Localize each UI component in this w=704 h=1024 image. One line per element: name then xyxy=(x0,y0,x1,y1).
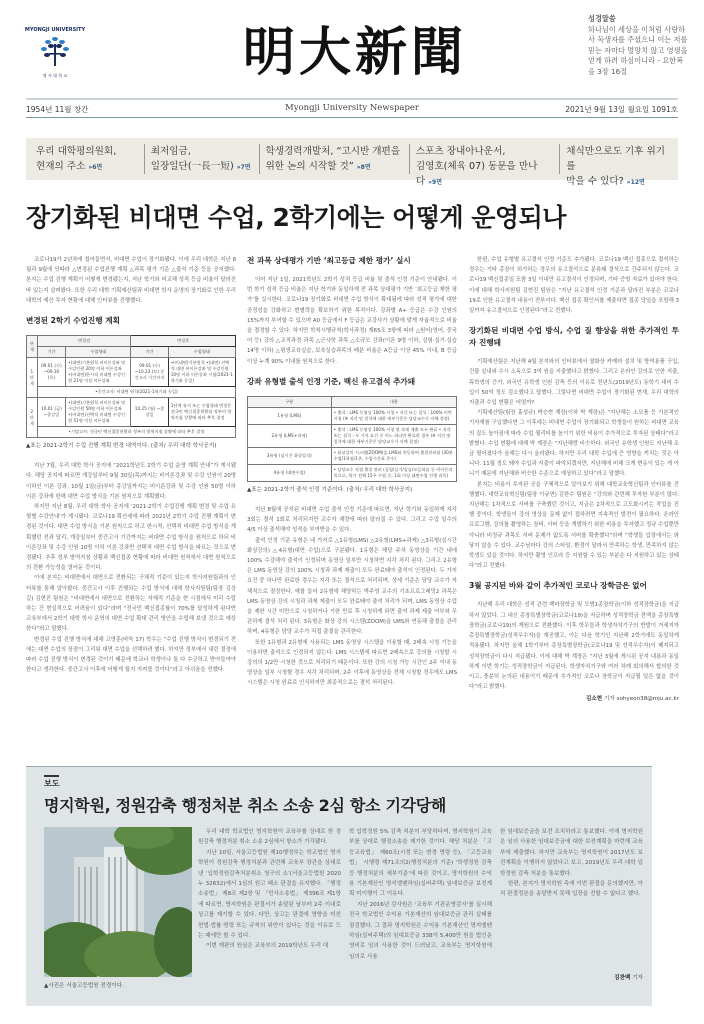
table-subheader: 기간 xyxy=(131,347,168,358)
table-subheader: 수업형태 xyxy=(168,347,235,358)
svg-text:MYONGJI UNIVERSITY: MYONGJI UNIVERSITY xyxy=(24,27,86,33)
table-note: •기말고사: 전국민 백신접종현황과 정부의 방역지침 상황에 따라 추후 결정 xyxy=(37,427,235,438)
body-paragraph: 하지만 지난 8월, 우리 대학 학사 공지에 ‘2021-2학기 수업진행 계획 변경 및 수업 유형별 수강안내’가 게시됐다. 코로나19 확산세에 따라 2021년 2학기 수업 진행 계획이 변경된 것이다. 대면 수업 방식을 기본 원칙으로 하고 한시적, 선택적 비대면 수업 방식을 계획했던 전과 달리, 개강일부터 중간고사 기간까지는 비대면 수업 방식을 원칙으로 하되 비이론강좌 및 수강 인원 10명 이하 이론 강좌만 선택적 대면 수업 방식을 따르는 것으로 변경됐다. 추후 정부 방역지침 상황과 백신접종 현황에 따라 비대면 원칙에서 대면 원칙으로의 전환 가능성을 열어둔 것이다. xyxy=(26,504,236,572)
table-header: 변경후 xyxy=(131,336,236,347)
university-emblem-icon xyxy=(24,22,86,84)
table-cell: 1단계 xyxy=(27,358,38,398)
bottom-column-2 xyxy=(349,827,492,962)
body-paragraph: 한 임대보증금을 보전 조치하라고 통보했다. 이에 명지학원은 임의 사용한 임대보증금에 대한 보전계획을 마련해 교육부에 제출했다. 하지만 교육부는 명지학원이 2017년도 보전계획을 이행하지 않았다고 보고, 2019년도 우리 대학 입학정원 감축 처분을 통보했다. xyxy=(500,829,643,877)
byline xyxy=(469,694,679,704)
table-header: 단계 xyxy=(27,336,38,358)
subheading: 장기화된 비대면 수업 방식, 수업 질 향상을 위한 추가적인 투자 진행돼 xyxy=(469,326,679,348)
newspaper-title xyxy=(215,18,495,88)
masthead xyxy=(0,0,704,100)
table-subheader: 수업형태 xyxy=(66,347,131,358)
table-cell: 1단계 유지 또는 수업형태 변경은 전국민 백신접종현황과 정부의 방역지침 상황에 따라 추후 결정 xyxy=(168,398,235,427)
body-paragraph: 이어 지난 1일, 2021학년도 2학기 성적 등급 비율 및 출석 인정 기준이 안내됐다. 이번 학기 성적 등급 비율은 지난 학기와 동일하게 전 과목 상대평가 기반 ‘최고등급 제한 평가’를 실시한다. 코로나19 장기화로 비대면 수업 방식이 확대됨에 따라 성적 평가에 대한 공정성을 강화하고 변별력을 확보하기 위한 목적이다. 강좌별 A+ 등급은 수강 인원의 15%까지 부여할 수 있으며 A0 등급에서 F 등급은 교강사가 상황에 맞게 자율적으로 비율을 결정할 수 있다. 하지만 학칙시행규칙(학사과정) 제65조 3항에 따라 △원어(영어, 중국어 등) 강의 △교직과정 과목 △군사학 과목 △소규모 강좌(이론 9명 이하, 실험·실기·실습 14명 이하) △평생교육실습, 보육실습과목의 배분 비율은 A등급 이상 45% 이내, B 등급 이상 누계 90% 이내를 원칙으로 한다. xyxy=(247,277,457,365)
body-paragraph: 본지는 비용이 투자된 곳을 구체적으로 알아보기 위해 대학교육혁신팀과 인터뷰를 진행했다. 대학교육혁신팀(팀장 이규연) 김한수 팀원은 “강의와 관련해 투자한 부분이 많다. 지난해는 1차적으로 서버를 구축했던 것이고, 지금은 2차적으로 고도화시키는 작업을 진행 중이다. 학생들이 강의 영상을 문제 없이 접하려면 지속적인 발전이 필요하다. 온라인 프로그램, 강의를 촬영하는 장비, 서버 등을 개발하기 위한 비용을 투자했고 정규 수업뿐만 아니라 비정규 과목도 서버 문제가 없도록 서버를 확충했다”라며 “학생들 입장에서는 와닿지 않을 수 있다. 교수님마다 강의 스타일, 환경이 달라서 만족하는 학생, 만족하지 않는 학생도 있을 것이다. 하지만 촬영 인프라 등 지원할 수 있는 부분은 다 지원하고 있는 상태다”라고 전했다. xyxy=(469,481,679,570)
table-row xyxy=(27,398,236,427)
table-caption: ▲표는 2021-2학기 수업 진행 계획 변경 내역이다. (출처/ 우리 대학 학사공지) xyxy=(26,443,217,450)
body-paragraph: 한편, 본지가 명지학원 측에 이번 판결을 문의했지만, 아직 판결정본을 송달받지 못해 입장을 전할 수 없다고 했다. xyxy=(500,881,643,898)
body-paragraph: 우리 대학 학교법인 명지학원이 교육부를 상대로 한 정원감축 행정처분 취소 소송 2심에서 항소가 기각됐다. xyxy=(198,829,341,846)
bottom-news-box xyxy=(26,766,652,1006)
byline-email[interactable]: sohyeon38@mju.ac.kr xyxy=(616,696,679,703)
body-paragraph: 기획예산팀은 지난해 4월 본지와의 인터뷰에서 열화상 카메라 설치 및 방역용품 구입, 건물 실내외 수시 소독으로 3억 원을 지출했다고 밝혔다. 그리고 온라인 강의로 인한 지출, 휴학생의 증가, 외국인 유학생 인원 감축 등의 이유로 전년도(2019년도) 동학기 대비 수입이 50억 정도 감소했다고 답했다. 그렇다면 비대면 수업이 장기화된 현재, 우리 대학의 지출과 수입 현황은 어떨까? xyxy=(469,359,679,407)
index-item-line1: 학생경력개발처, “고시반 개편을 xyxy=(265,146,401,157)
schedule-change-table xyxy=(26,335,236,438)
table-cell: 4유형 (대면수업) xyxy=(248,464,332,481)
bottom-headline: 명지학원, 정원감축 행정처분 취소 소송 2심 항소 기각당해 xyxy=(44,796,447,815)
body-paragraph: 학 입학정원 5% 감축 처분이 부당하다며, 명지학원이 교육부를 상대로 행정소송을 제기한 것이다. 해당 처분은 「고등교육법」 제60조(시정 또는 변경 명령 등), 「고등교육법」 시행령 제71조의2(행정처분의 기준) ‘학생정원 감축 등 행정처분의 세부기준’에 따른 것이고, 명지학원의 수익용 기본재산인 명지엘펜하임(실버주택) 임대보증금 보전계획 미이행이 그 이유다. xyxy=(349,829,492,898)
bible-verse-title: 성경말씀 xyxy=(588,14,616,23)
dateline-divider xyxy=(26,117,678,118)
table-cell: • 담당교수 직접 출결 관리 (실험/실기/실습/모둠학습 등 비이론과목으로, 학기 전체 15주 수업 중, 1회 이상 대면수업 진행 과목) xyxy=(331,464,456,481)
dateline xyxy=(26,102,678,116)
subheading: 강좌 유형별 출석 인정 기준, 백신 유고결석 추가돼 xyxy=(247,376,416,386)
index-item[interactable] xyxy=(30,144,144,174)
table-subheader: 기간 xyxy=(37,347,65,358)
lead-paragraph: 코로나19가 2년차에 접어들면서, 비대면 수업이 장기화됐다. 이에 우리 대학은 지난 8월과 9월에 잇따라 △변경된 수업진행 계획 △과목 평가 기준 △출석 기준 등을 공지했다. 본지는 수업 진행 계획이 어떻게 변경됐는지, 지난 학기와 비교해 성적 등급 비율이 달라진 바 있는지 살펴봤다. 또한 우리 대학 기획예산팀과 비대면 학사 운영의 장기화로 인한 우리 대학의 예산 투자 현황에 대해 인터뷰를 진행했다. xyxy=(26,257,236,304)
body-paragraph: 지난해 우리 대학은 성적 관련 백마장학금 및 모범1종장학금(이하 성적장학금)을 지급하지 않았다. 그 대신 총장특별장학금(코로나19)을 지급하며 성적장학금 전액을 총장특별장학금(코로나19)의 재원으로 전환했다. 이후 학우들과 학생자치기구의 반발이 거세지자 총장특별장학금(성적우수자)을 재공했고, 이는 다음 학기인 지난해 2학기에도 동일하게 적용됐다. 하지만 올해 1학기부터 총장특별장학금(코로나19 및 성적우수자)이 폐지되고 성적장학금이 다시 지급됐다. 이에 대해 박 계장은 “지난 3월에 게시된 공지 내용과 동일하게 이번 학기는 성적장학금이 지급된다. 학생자치기구와 여러 차례 회의해서 합의한 것이고, 충분히 논의된 내용이기 때문에 추가적인 코로나 장학금이 지급될 일은 없을 것이다”라고 밝혔다. xyxy=(469,602,679,691)
byline xyxy=(500,973,643,981)
table-cell: • 화상강의 시스템(ZOOM)을 LMS와 연동하여 출결관리함 (30분수업/1학점/1주, 수업시간표 준수) xyxy=(331,447,456,464)
table-row xyxy=(27,427,236,438)
page-reference[interactable]: »7면 xyxy=(236,164,251,171)
index-item-line1: 채식만으로도 기후 위기를 xyxy=(566,146,666,172)
index-item-line2: 김영호(체육 07) 동문을 만나다 xyxy=(415,161,538,187)
index-item-line2: 현재의 주소 xyxy=(36,161,86,172)
byline-name: 김소현 xyxy=(585,696,603,703)
table-cell: 09.01 (수) ~10.23 (토) 중간고사 기간까지 xyxy=(131,358,168,387)
table-cell: •(대면)기본원칙 비이론강좌 및 수강인원 50명 이하 이론강좌 •(비대면)선택적 비대면 수강인원 51명 이상 이론강좌 xyxy=(66,398,131,427)
table-cell: • 출석 : LMS 동영상 100% 시청 및 과제 제출 모두 완료 • 지각 또는 결석 : 두 가지 요건 중 어느 하나만 완료한 경우 (※ 지각 및 결석에 대한 세부기준은 담당교수가 자체 결정) xyxy=(331,424,456,447)
main-headline: 장기화된 비대면 수업, 2학기에는 어떻게 운영되나 xyxy=(26,203,566,232)
svg-text:명 지 대 학 교: 명 지 대 학 교 xyxy=(42,73,68,78)
body-paragraph: 이에 본지는 비대면에서 대면으로 전환되는 구체적 기준이 있는지 학사지원팀과의 인터뷰를 통해 알아봤다. 중간고사 이후 진행되는 수업 방식에 대해 학사지원팀(팀장 김상길) 김현진 팀원은 “비대면에서 대면으로 전환하는 자체적 기준을 현 시점에서 미리 수립하는 건 현실적으로 어려움이 있다”라며 “전국민 백신접종률이 70%를 달성하게 된다면 교육부에서 2학기 대학 학사 운영의 대면 수업 확대 관리 방안을 수립해 보낼 것으로 예상한다”라고 말했다. xyxy=(26,575,236,633)
index-item[interactable] xyxy=(409,144,559,187)
body-paragraph: 이번 재판의 원심은 교육부의 2019학년도 우리 대 xyxy=(206,943,329,950)
byline-name: 김찬백 xyxy=(614,975,631,981)
table-header: 내용 xyxy=(331,396,456,407)
subheading: 3월 공지된 바와 같이 추가적인 코로나 장학금은 없어 xyxy=(469,581,647,591)
index-item-line1: 스포츠 장내아나운서, xyxy=(415,146,506,157)
attendance-criteria-table xyxy=(247,396,457,482)
table-header: 구분 xyxy=(248,396,332,407)
index-item[interactable] xyxy=(559,144,674,187)
body-paragraph: 지난 2016년 감사원은 ‘교육부 기관운영감사’를 실시해 전국 학교법인 수익용 기본재산의 임대보증금 관리 실태를 점검했다. 그 결과 명지학원은 수익용 기본재산인 명지엘펜하임(실버주택)의 임대보증금 338억 5,400만 원을 법인운영비로 임의 사용한 것이 드러났고, 교육부는 명지학원에 임의로 사용 xyxy=(349,901,492,960)
body-paragraph: 기획예산팀(팀장 홍성규) 박승현 계장(이하 박 계장)은 “지난해는 소모품 등 기본적인 기자재를 구입했다면 그 이후에는 비대면 수업이 장기화되고 학생들이 원하는 비대면 교육의 질도 높아짐에 따라 수업 퀄리티를 높이기 위한 비용이 추가적으로 투자된 상태다”라고 밝혔다. 수입 현황에 대해 박 계장은 “지난해랑 비슷하다. 외국인 유학생 인원도 지난해 조금 떨어졌다가 올해는 다시 올라왔다. 하지만 우리 대학 수입에 큰 영향을 끼치는 것은 아니다. 11월 정도 돼야 수입과 지출이 파악되겠지만, 지난해에 비해 크게 변동이 있는 게 아니기 때문에 지난해와 비슷한 수준으로 예상하고 있다”라고 말했다. xyxy=(469,410,679,478)
page-reference[interactable]: »12면 xyxy=(626,179,645,186)
bottom-column-3 xyxy=(500,827,643,900)
table-row xyxy=(248,424,457,447)
section-tag: 보도 xyxy=(44,775,59,789)
body-paragraph: 한편, 수업 유형별 유고결석 인정 기준도 추가됐다. 코로나19 백신 접종으로 결석하는 경우는 기타 총장이 허가하는 경우의 유고결석으로 분류돼 결석으로 간주되지 않는다. 코로나19 백신접종일 포함 3일 이내만 유고결석이 인정되며, 기타 증빙 자료가 있어야 한다. 이에 대해 학사지원팀 김현진 팀원은 “지난 유고결석 인정 기준과 달라진 부분은 코로나19로 인한 유고결석 내용이 전부이다. 백신 접종 확인서를 제출하면 접종 당일을 포함해 3일까지 유고결석으로 인정된다”라고 전했다. xyxy=(469,257,679,315)
index-ribbon xyxy=(26,138,678,187)
index-item[interactable] xyxy=(259,144,409,174)
byline-role: 기자 xyxy=(603,696,615,703)
bible-verse-text: 하나님이 세상을 이처럼 사랑하사 독생자를 주셨으니 이는 저를 믿는 자마다 멸망치 않고 영생을 얻게 하려 하심이니라 - 요한복음 3장 16절 xyxy=(588,24,688,76)
table-header: 변경전 xyxy=(37,336,131,347)
article-column-3 xyxy=(469,255,679,705)
article-column-1 xyxy=(26,255,236,675)
body-paragraph: 지난 8월에 공지된 비대면 수업 출석 인정 기준에 따르면, 지난 학기와 동일하게 지각 3회는 결석 1회로 처리되지만 교수자 재량에 따라 달라질 수 있다. 그리고 수업 일수의 4/5 이상 출석해야 성적을 부여받을 수 있다. xyxy=(247,507,457,534)
index-item-line2: 위한 논의 시작할 것” xyxy=(265,161,354,172)
body-paragraph: 출석 인정 기준 유형은 네 가지로 △1유형(LMS) △2유형(LMS+과제) △3유형(실시간 화상강의) △4유형(대면 수업)으로 구분됐다. 1유형은 해당 주차 동영상을 기간 내에 100% 수강해야 출석이 인정되며 동영상 일부만 시청하면 지각 처리 된다. 그리고 2유형은 LMS 동영상 강의 100% 시청과 과제 제출이 모두 완료돼야 출석이 인정된다. 두 가지 요건 중 하나만 완료한 경우는 지각 또는 결석으로 처리되며, 상세 기준은 담당 교수가 자체적으로 결정한다. 예를 들어 2유형에 해당하는 박주영 교수의 기초프로그래밍2 과목은 LMS 동영상 강의 시청과 과제 제출이 모두 완료돼야 출석 처리가 되며, LMS 동영상 수업을 제한 시간 미만으로 시청하거나 기한 만료 후 시청하게 되면 출석 과제 제출 여부와 무관하게 결석 처리 된다. 3유형은 화상 강의 시스템(ZOOM)을 LMS와 연동해 출결을 관리하며, 4유형은 담당 교수가 직접 출결을 관리한다. xyxy=(247,537,457,636)
body-paragraph: 지난 7월, 우리 대학 학사 공지에 “2021학년도 2학기 수업 운영 계획 안내”가 게시됐다. 해당 공지에 따르면 개강일부터 9월 30일(목)까지는 비이론강좌 및 수강 인원이 20명 이하인 이론 강좌, 10월 1일(금)부터 종강일까지는 비이론강좌 및 수강 인원 50명 이하 이론 강좌에 한해 대면 수업 방식을 기본 원칙으로 계획했다. xyxy=(26,463,236,500)
index-item-line2: 일장일단(一長一短) xyxy=(150,161,234,172)
table-row xyxy=(248,407,457,424)
table-row xyxy=(248,447,457,464)
index-item-line1: 최저임금, xyxy=(150,146,191,157)
table-cell: 1유형 (LMS) xyxy=(248,407,332,424)
body-paragraph: 변경된 수업 진행 방식에 대해 고영훈(바둑 17) 학우는 “수업 진행 방식이 변경되기 전에는 대면 수업의 장점이 그리워 대면 수업을 선택하려 했다. 하지만 정부에서 내린 결정에 따라 수업 진행 방식이 변경된 것이기 때문에 학교나 학생이나 둘 다 수긍하고 받아들여야 한다고 생각한다. 중간고사 이후에 어떻게 될지 지켜볼 것이다”라고 아쉬움을 전했다. xyxy=(26,636,236,674)
table-row xyxy=(27,387,236,398)
table-caption: ▲표는 2021-2학기 출석 인정 기준이다. (출처/ 우리 대학 학사공지) xyxy=(247,486,413,493)
table-row xyxy=(248,464,457,481)
bible-verse-box xyxy=(588,14,688,77)
index-item-line1: 우리 대학평의원회, xyxy=(36,146,117,157)
page-reference[interactable]: »8면 xyxy=(356,164,371,171)
photo-caption: ▲사진은 서울고등법원 전경이다. xyxy=(44,983,124,989)
table-cell: 2유형 (LMS+과제) xyxy=(248,424,332,447)
table-cell: • 출석 : LMS 동영상 100% 시청 • 지각 또는 결석 : 100% 미만 시청 (※ 지각 및 결석에 대한 세부기준은 담당교수가 자체 결정) xyxy=(331,407,456,424)
table-cell: 3유형 (실시간 화상강의) xyxy=(248,447,332,464)
masthead-divider xyxy=(26,98,678,100)
byline-role: 기자 xyxy=(632,975,643,981)
court-building-photo xyxy=(44,827,192,977)
index-item-line2: 막을 수 있다? xyxy=(566,176,624,187)
issue-date: 2021년 9월 13일 월요일 1091호 xyxy=(565,105,678,114)
newspaper-title-text: 明大新聞 xyxy=(242,22,467,83)
body-paragraph: 지난 10일, 서울고등법원 제10행정부는 학교법인 명지학원이 정원감축 행정처분과 관련해 교육부 장관을 상대로 낸 ‘입학정원감축처분취소 청구의 소’(서울고등법원 2020 누 32632)에서 1심의 원고 패소 판결을 유지했다. 「행정소송법」 제8조 제2항 및 「민사소송법」 제396조 제1항에 따르면, 명지학원은 판결서가 송달된 날부터 2주 이내로 상고를 제기할 수 있다. 다만, 상고는 판결에 영향을 미친 헌법·법률·명령 또는 규칙의 위반이 있다는 것을 이유로 드는 때에만 할 수 있다. xyxy=(198,849,341,940)
subheading: 전 과목 상대평가 기반 ‘최고등급 제한 평가’ 실시 xyxy=(247,256,411,265)
subheading: 변경된 2학기 수업진행 계획 xyxy=(26,316,120,326)
table-cell: 2단계 xyxy=(27,398,38,438)
table-cell: •(비대면)기본원칙 •(대면) 선택적 대면 비이론강좌 및 수강인원 10명 이하 이론강좌 시험(2021-1학기와 동일) xyxy=(168,358,235,387)
bottom-column-1 xyxy=(198,827,341,952)
index-item[interactable] xyxy=(144,144,259,174)
newspaper-subtitle: Myongji University Newspaper xyxy=(285,103,419,113)
page-reference[interactable]: »9면 xyxy=(428,179,443,186)
founded-date: 1954년 11월 창간 xyxy=(26,105,89,114)
article-column-2 xyxy=(247,255,457,689)
page-reference[interactable]: »6면 xyxy=(88,164,103,171)
body-paragraph: 또한 1유형과 2유형에 사용되는 LMS 동영상 시스템을 이용할 때, 2배속 시청 기능을 이용하면 출석으로 인정되지 않는다. LMS 시스템에 따르면 2배속으로 강의를 시청할 시 강의의 1/2만 시청한 것으로 처리되기 때문이다. 또한 강의 시청 가능 시간인 2주 이내 동영상을 일부 시청할 경우 지각 처리되며, 2주 이후에 동영상을 전체 시청할 경우에도 LMS 시스템은 시청 완료로 인식하지만 최종적으로는 결석 처리된다. xyxy=(247,639,457,687)
table-cell: •(대면)기본원칙 비이론강좌 및 수강인원 20명 이하 이론강좌 •(비대면)한시적 비대면 수강인원 21명 이상 이론강좌 xyxy=(66,358,131,387)
table-row xyxy=(27,358,236,387)
table-cell: 10.25 (월) ~종강일 xyxy=(131,398,168,427)
table-cell: 09.01 (수) ~09.30 (목) xyxy=(37,358,65,387)
table-cell: 10.01 (금) ~종강일 xyxy=(37,398,65,427)
table-note: •중간고사: 비대면 원칙(2021-1학기와 동일) xyxy=(37,387,235,398)
